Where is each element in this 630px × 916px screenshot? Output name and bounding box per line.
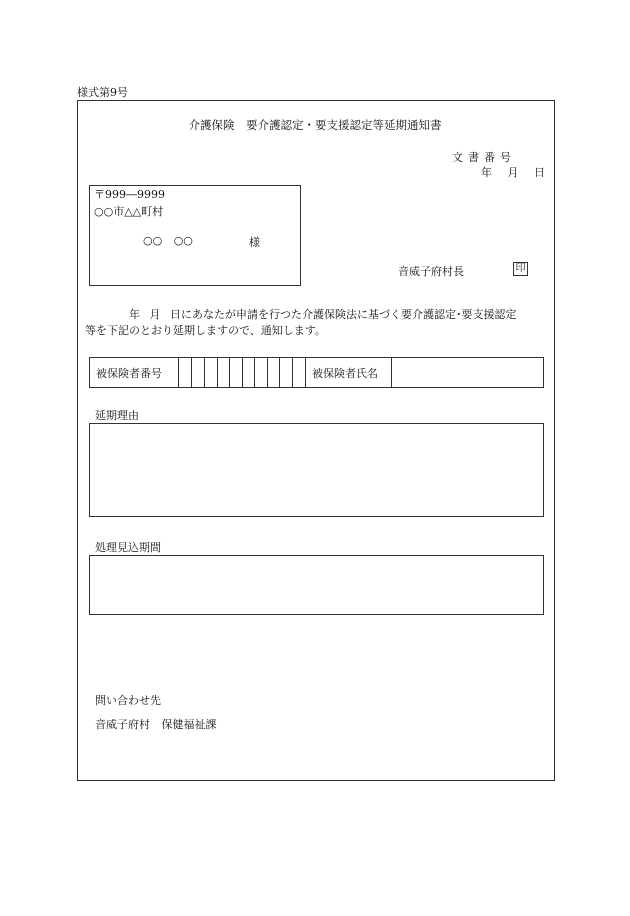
insured-number-digit-cell[interactable] [217,358,229,387]
insured-number-label: 被保険者番号 [96,366,162,380]
recipient-honorific: 様 [249,236,260,249]
postal-code: 〒999―9999 [94,188,165,201]
insured-number-digit-cell[interactable] [229,358,242,387]
form-number: 様式第9号 [77,86,128,99]
processing-period-label: 処理見込期間 [95,541,161,554]
document-date-label: 年 月 日 [481,166,545,179]
insured-name-label: 被保険者氏名 [305,358,391,387]
contact-department: 音威子府村 保健福祉課 [95,718,217,731]
recipient-name: ○○ ○○ [143,234,193,247]
insured-number-digit-cell[interactable] [279,358,292,387]
processing-period-field[interactable] [89,555,544,615]
document-number-label: 文書番号 [452,151,516,164]
issuer-name: 音威子府村長 [398,265,464,278]
delay-reason-field[interactable] [89,423,544,517]
insured-number-digit-cell[interactable] [254,358,267,387]
insured-number-digit-cell[interactable] [204,358,217,387]
body-text-line-1: 年 月 日にあなたが申請を行つた介護保険法に基づく要介護認定･要支援認定 [129,308,517,321]
insured-number-digit-cell[interactable] [242,358,254,387]
document-title: 介護保険 要介護認定・要支援認定等延期通知書 [188,118,442,132]
recipient-address: ○○市△△町村 [94,205,164,218]
insured-number-digit-cell[interactable] [178,358,191,387]
seal-mark: 印 [513,262,528,276]
delay-reason-label: 延期理由 [95,409,139,422]
body-text-line-2: 等を下記のとおり延期しますので、通知します。 [85,324,326,337]
insured-number-digit-cell[interactable] [267,358,279,387]
insured-name-field[interactable] [391,358,543,387]
insured-info-table [89,357,544,388]
contact-label: 問い合わせ先 [95,694,161,707]
insured-number-digit-cell[interactable] [292,358,305,387]
insured-number-digit-cell[interactable] [191,358,204,387]
